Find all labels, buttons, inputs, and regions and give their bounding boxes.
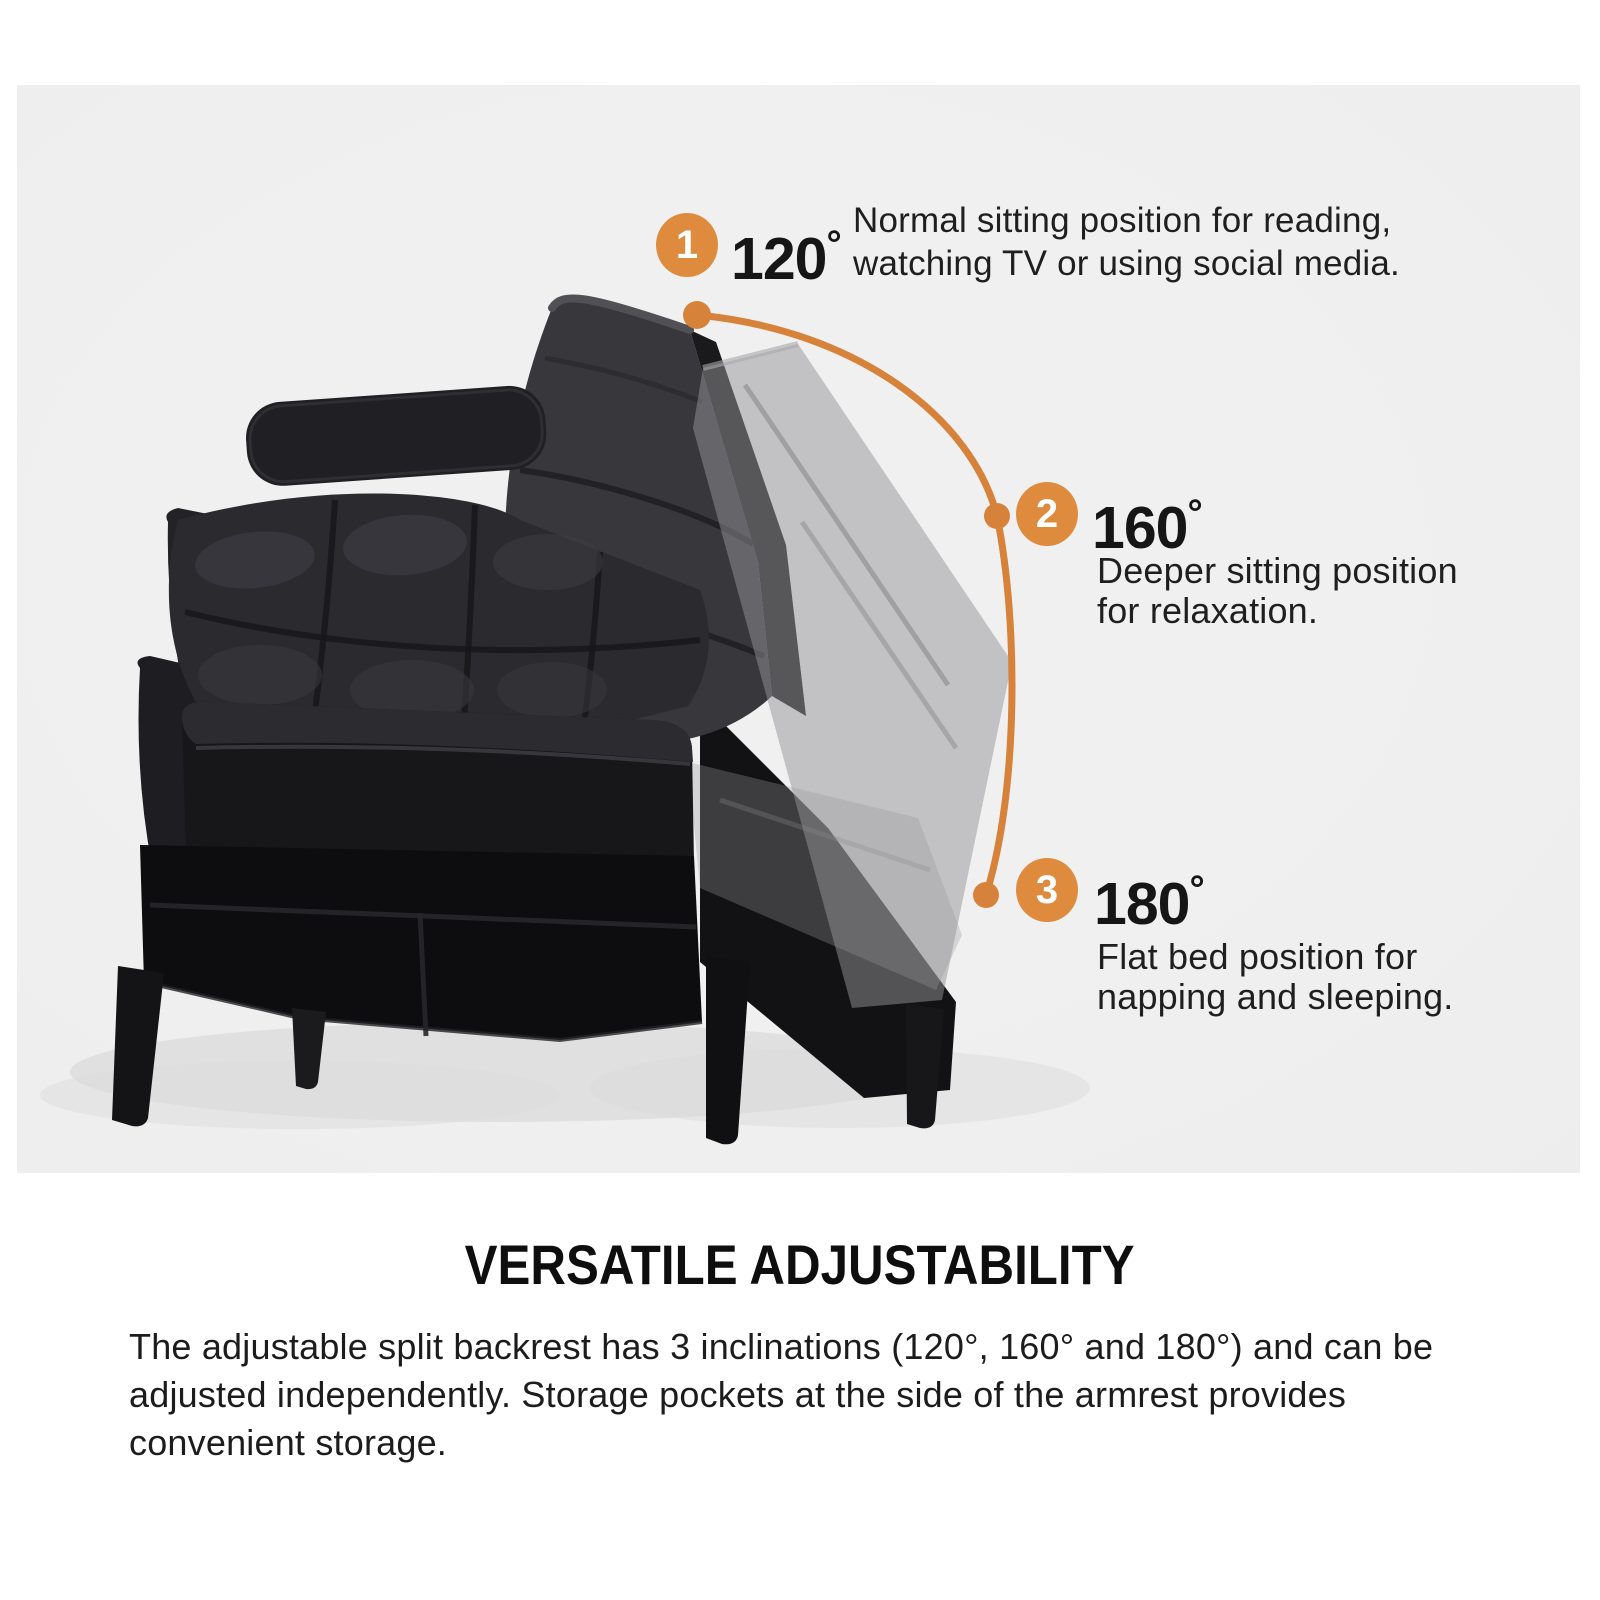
section-paragraph xyxy=(129,1323,1433,1467)
sofa-storage-base xyxy=(140,845,702,1040)
degree-symbol: ° xyxy=(1189,869,1204,911)
callout-3-badge xyxy=(1016,858,1078,922)
degree-symbol: ° xyxy=(1187,493,1202,535)
callout-2-angle: 160° xyxy=(1092,493,1202,561)
callout-3-line-2: napping and sleeping. xyxy=(1097,976,1454,1017)
sofa-rear-armrest xyxy=(244,384,549,489)
callout-2-description xyxy=(1097,551,1458,631)
callout-3-angle: 180° xyxy=(1094,869,1204,937)
callout-3-description xyxy=(1097,937,1454,1017)
section-heading: VERSATILE ADJUSTABILITY xyxy=(465,1233,1135,1296)
callout-2-number: 2 xyxy=(1035,491,1059,536)
callout-2-badge xyxy=(1016,482,1078,546)
callout-3-number: 3 xyxy=(1035,867,1059,912)
callout-2-line-2: for relaxation. xyxy=(1097,590,1319,631)
paragraph-line-2: adjusted independently. Storage pockets at the side of the armrest provides xyxy=(129,1374,1347,1415)
position-dot-1 xyxy=(683,301,711,329)
position-dot-2 xyxy=(984,503,1010,529)
position-dot-3 xyxy=(973,882,999,908)
section-heading-wrap xyxy=(0,1232,1600,1297)
callout-3-line-1: Flat bed position for xyxy=(1097,936,1418,977)
sofa-front-armrest xyxy=(182,702,694,862)
paragraph-line-3: convenient storage. xyxy=(129,1422,448,1463)
callout-1-description xyxy=(853,199,1400,285)
callout-1-angle: 120° xyxy=(731,224,841,292)
callout-2-line-1: Deeper sitting position xyxy=(1097,550,1458,591)
degree-symbol: ° xyxy=(826,224,841,266)
callout-1-line-2: watching TV or using social media. xyxy=(853,244,1400,283)
callout-1-number: 1 xyxy=(675,222,699,267)
callout-1-line-1: Normal sitting position for reading, xyxy=(853,201,1392,240)
paragraph-line-1: The adjustable split backrest has 3 inclinations (120°, 160° and 180°) and can be xyxy=(129,1326,1434,1367)
callout-1-badge xyxy=(656,213,718,277)
